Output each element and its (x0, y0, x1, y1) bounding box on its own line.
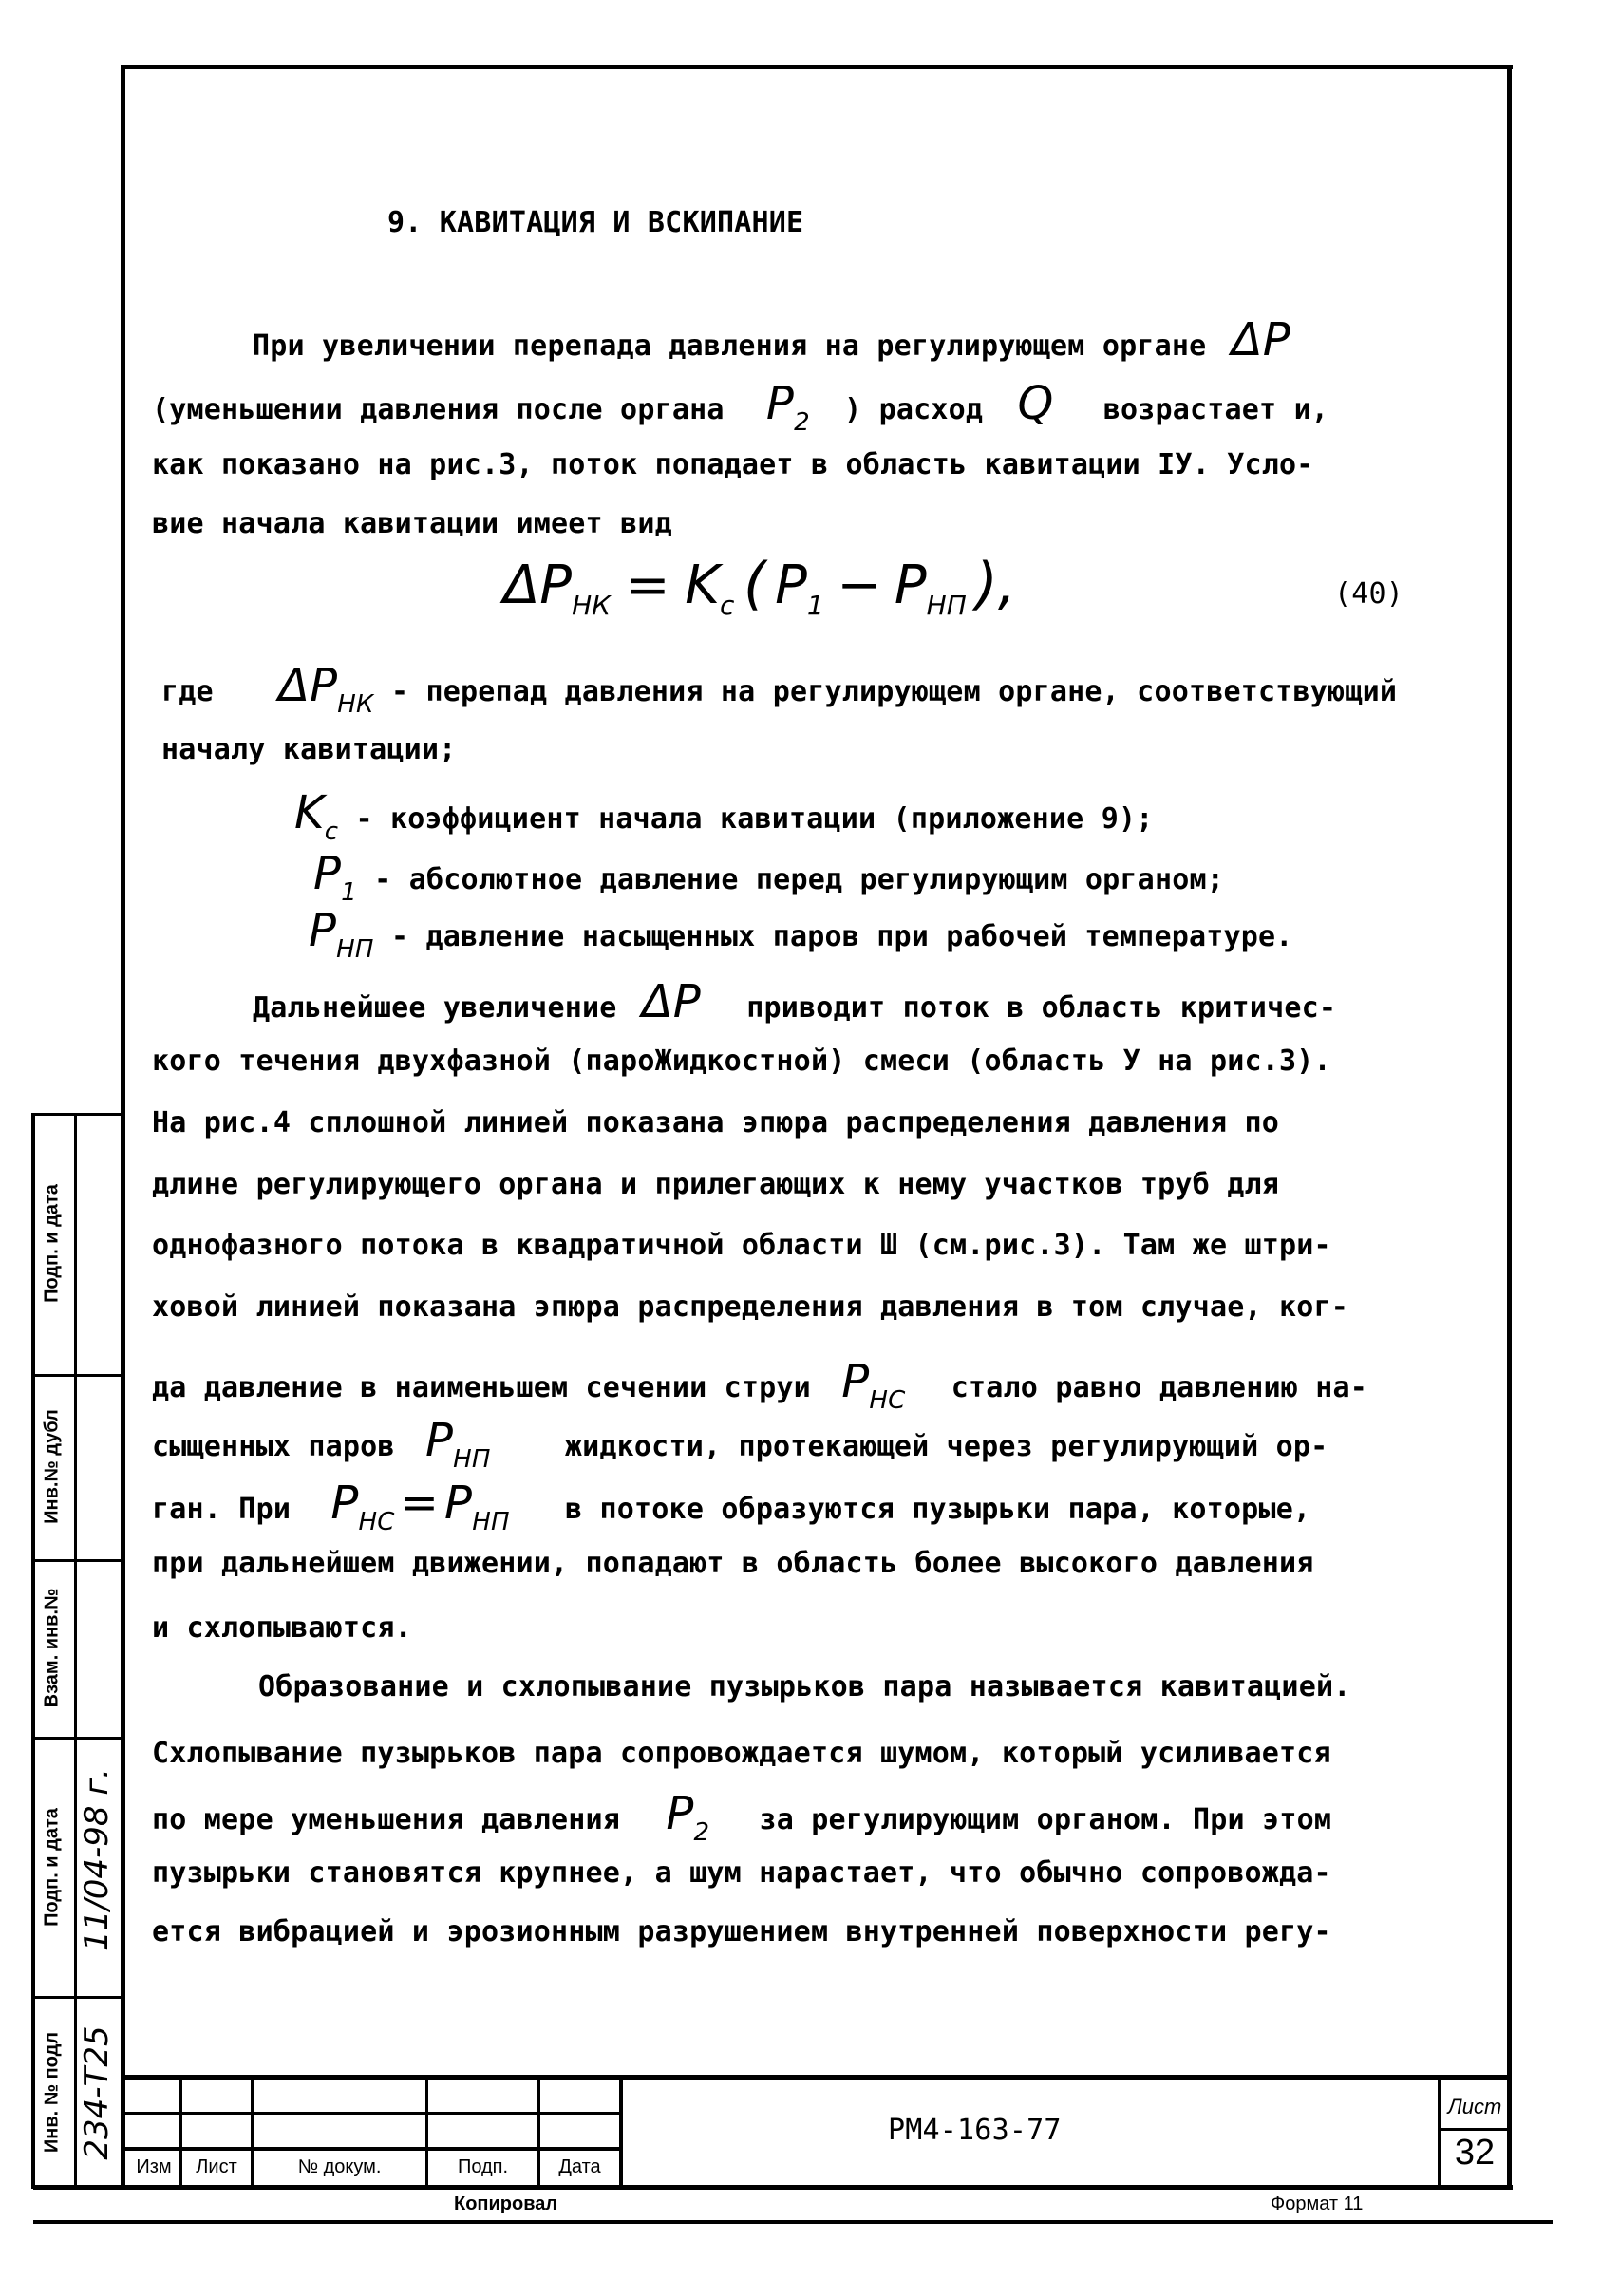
text: - перепад давления на регулирующем органе, соответствующий (390, 675, 1398, 708)
text: ган. При (152, 1493, 292, 1526)
stamp-label-sign-date-1: Подп. и дата (41, 1184, 63, 1303)
col-header-date: Дата (558, 2156, 601, 2177)
text: сыщенных паров (152, 1430, 395, 1463)
frame-left-border (121, 65, 125, 2190)
formula-number: (40) (1334, 577, 1404, 611)
frame-bottom-border (33, 2185, 1513, 2190)
paragraph-2-line-8 (152, 1414, 1328, 1477)
text: где (161, 675, 214, 708)
text: ) расход (844, 393, 984, 426)
footer-rule (33, 2220, 1553, 2224)
formula-40 (503, 551, 1016, 627)
pnp-symbol: $P_{НП}$ (309, 904, 374, 964)
text: - коэффициент начала кавитации (приложение 9); (355, 802, 1154, 836)
formula-pnp: $P_{НП}$ (894, 555, 967, 621)
stamp-inner-divider (74, 1113, 77, 2189)
text: - давление насыщенных паров при рабочей температуре. (390, 920, 1293, 953)
paragraph-2-line-1 (253, 975, 1337, 1028)
paragraph-1-line-4: вие начала кавитации имеет вид (152, 507, 672, 540)
paragraph-2-line-10: при дальнейшем движении, попадают в область более высокого давления (152, 1547, 1314, 1580)
col-header-sheet: Лист (196, 2156, 237, 2177)
stamp-label-replace-inv: Взам. инв.№ (41, 1588, 63, 1708)
pnc-symbol: $P_{НС}$ (841, 1355, 906, 1415)
text: возрастает и, (1102, 393, 1329, 426)
paragraph-1-line-1 (253, 313, 1290, 367)
text: да давление в наименьшем сечении струи (152, 1371, 811, 1404)
stamp-divider-1 (31, 1374, 123, 1377)
sheet-number: 32 (1454, 2133, 1496, 2173)
stamp-handwritten-date: 11/04-98 г. (78, 1768, 116, 1951)
document-code: РМ4-163-77 (888, 2114, 1062, 2147)
text: приводит поток в область критичес- (746, 991, 1337, 1025)
stamp-divider-4 (31, 1996, 123, 1999)
frame-right-border (1507, 65, 1512, 2188)
section-heading: 9. КАВИТАЦИЯ И ВСКИПАНИЕ (387, 206, 804, 239)
paragraph-3-line-5: ется вибрацией и эрозионным разрушением внутренней поверхности регу- (152, 1915, 1331, 1948)
format-label: Формат 11 (1271, 2193, 1364, 2214)
where-p1 (313, 847, 1224, 910)
stamp-label-dup-inv: Инв.№ дубл (41, 1409, 63, 1524)
formula-p1: $P_1$ (775, 555, 824, 621)
pnc-equals-pnp: $P_{НС} = P_{НП}$ (330, 1477, 510, 1536)
formula-open-paren: ( (744, 551, 766, 617)
text: - абсолютное давление перед регулирующим органом; (374, 863, 1224, 896)
paragraph-2-line-5: однофазного потока в квадратичной области Ш (см.рис.3). Там же штри- (152, 1229, 1331, 1262)
text: по мере уменьшения давления (152, 1803, 621, 1836)
stamp-divider-3 (31, 1737, 123, 1740)
sheet-box-divider (1438, 2128, 1509, 2131)
where-pnp (309, 904, 1293, 967)
col-header-change: Изм (136, 2156, 172, 2177)
col-header-signature: Подп. (457, 2156, 509, 2177)
stamp-top (31, 1113, 123, 1116)
text: жидкости, протекающей через регулирующий ор- (564, 1430, 1328, 1463)
text: стало равно давлению на- (951, 1371, 1368, 1404)
sheet-label: Лист (1447, 2095, 1502, 2118)
where-line-1 (161, 659, 1398, 722)
paragraph-1-line-3: как показано на рис.3, поток попадает в область кавитации IУ. Усло- (152, 448, 1314, 481)
paragraph-3-line-3 (152, 1787, 1332, 1850)
paragraph-2-line-2: кого течения двухфазной (пароЖидкостной) смеси (область У на рис.3). (152, 1044, 1331, 1078)
paragraph-3-line-4: пузырьки становятся крупнее, а шум нарастает, что обычно сопровожда- (152, 1856, 1331, 1890)
formula-kc: $K_c$ (685, 555, 735, 621)
stamp-outer-left (31, 1113, 35, 2189)
formula-equals: = (625, 555, 670, 616)
text: за регулирующим органом. При этом (759, 1803, 1332, 1836)
paragraph-2-line-6: ховой линией показана эпюра распределения давления в том случае, ког- (152, 1290, 1349, 1324)
kc-symbol: $K_c$ (294, 786, 339, 846)
p1-symbol: $P_1$ (313, 847, 357, 907)
paragraph-2-line-11: и схлопываются. (152, 1611, 412, 1645)
pnp-symbol: $P_{НП}$ (424, 1414, 491, 1474)
title-row-line-1 (123, 2112, 622, 2115)
stamp-handwritten-inv: 234-Т25 (78, 2025, 116, 2160)
text: (уменьшении давления после органа (152, 393, 725, 426)
paragraph-1-line-2 (152, 377, 1329, 440)
col-header-doc-number: № докум. (297, 2156, 382, 2177)
p2-symbol: $P_2$ (666, 1787, 710, 1847)
title-block-top (123, 2075, 1510, 2080)
stamp-label-sign-date-2: Подп. и дата (41, 1808, 63, 1927)
stamp-label-orig-inv: Инв. № подл (41, 2031, 63, 2154)
where-line-2: началу кавитации; (161, 733, 457, 766)
copied-by-label: Копировал (454, 2193, 558, 2214)
paragraph-2-line-9 (152, 1477, 1311, 1539)
paragraph-3-line-1: Образование и схлопывание пузырьков пара называется кавитацией. (258, 1670, 1351, 1703)
formula-close-paren: ), (975, 551, 1016, 617)
title-row-line-2 (123, 2147, 622, 2151)
text: При увеличении перепада давления на регулирующем органе (253, 329, 1207, 363)
text: в потоке образуются пузырьки пара, которые, (564, 1493, 1311, 1526)
title-col-5 (619, 2077, 623, 2187)
stamp-divider-2 (31, 1559, 123, 1562)
delta-p-symbol: ΔP (641, 975, 701, 1028)
paragraph-3-line-2: Схлопывание пузырьков пара сопровождается шумом, который усиливается (152, 1737, 1331, 1770)
delta-p-nk-symbol: $\Delta P_{НК}$ (278, 659, 374, 719)
q-symbol: Q (1017, 377, 1054, 430)
p2-symbol: $P_2$ (765, 377, 810, 437)
formula-minus: − (837, 555, 882, 616)
text: Дальнейшее увеличение (253, 991, 617, 1025)
paragraph-2-line-4: длине регулирующего органа и прилегающих к нему участков труб для (152, 1168, 1279, 1201)
where-kc (294, 786, 1154, 849)
delta-p-symbol: ΔP (1231, 313, 1290, 367)
frame-top-border (122, 65, 1513, 69)
sheet-box-left (1438, 2080, 1441, 2186)
paragraph-2-line-3: На рис.4 сплошной линией показана эпюра распределения давления по (152, 1106, 1279, 1139)
paragraph-2-line-7 (152, 1355, 1368, 1418)
formula-lhs: $\Delta P_{НК}$ (503, 555, 612, 621)
